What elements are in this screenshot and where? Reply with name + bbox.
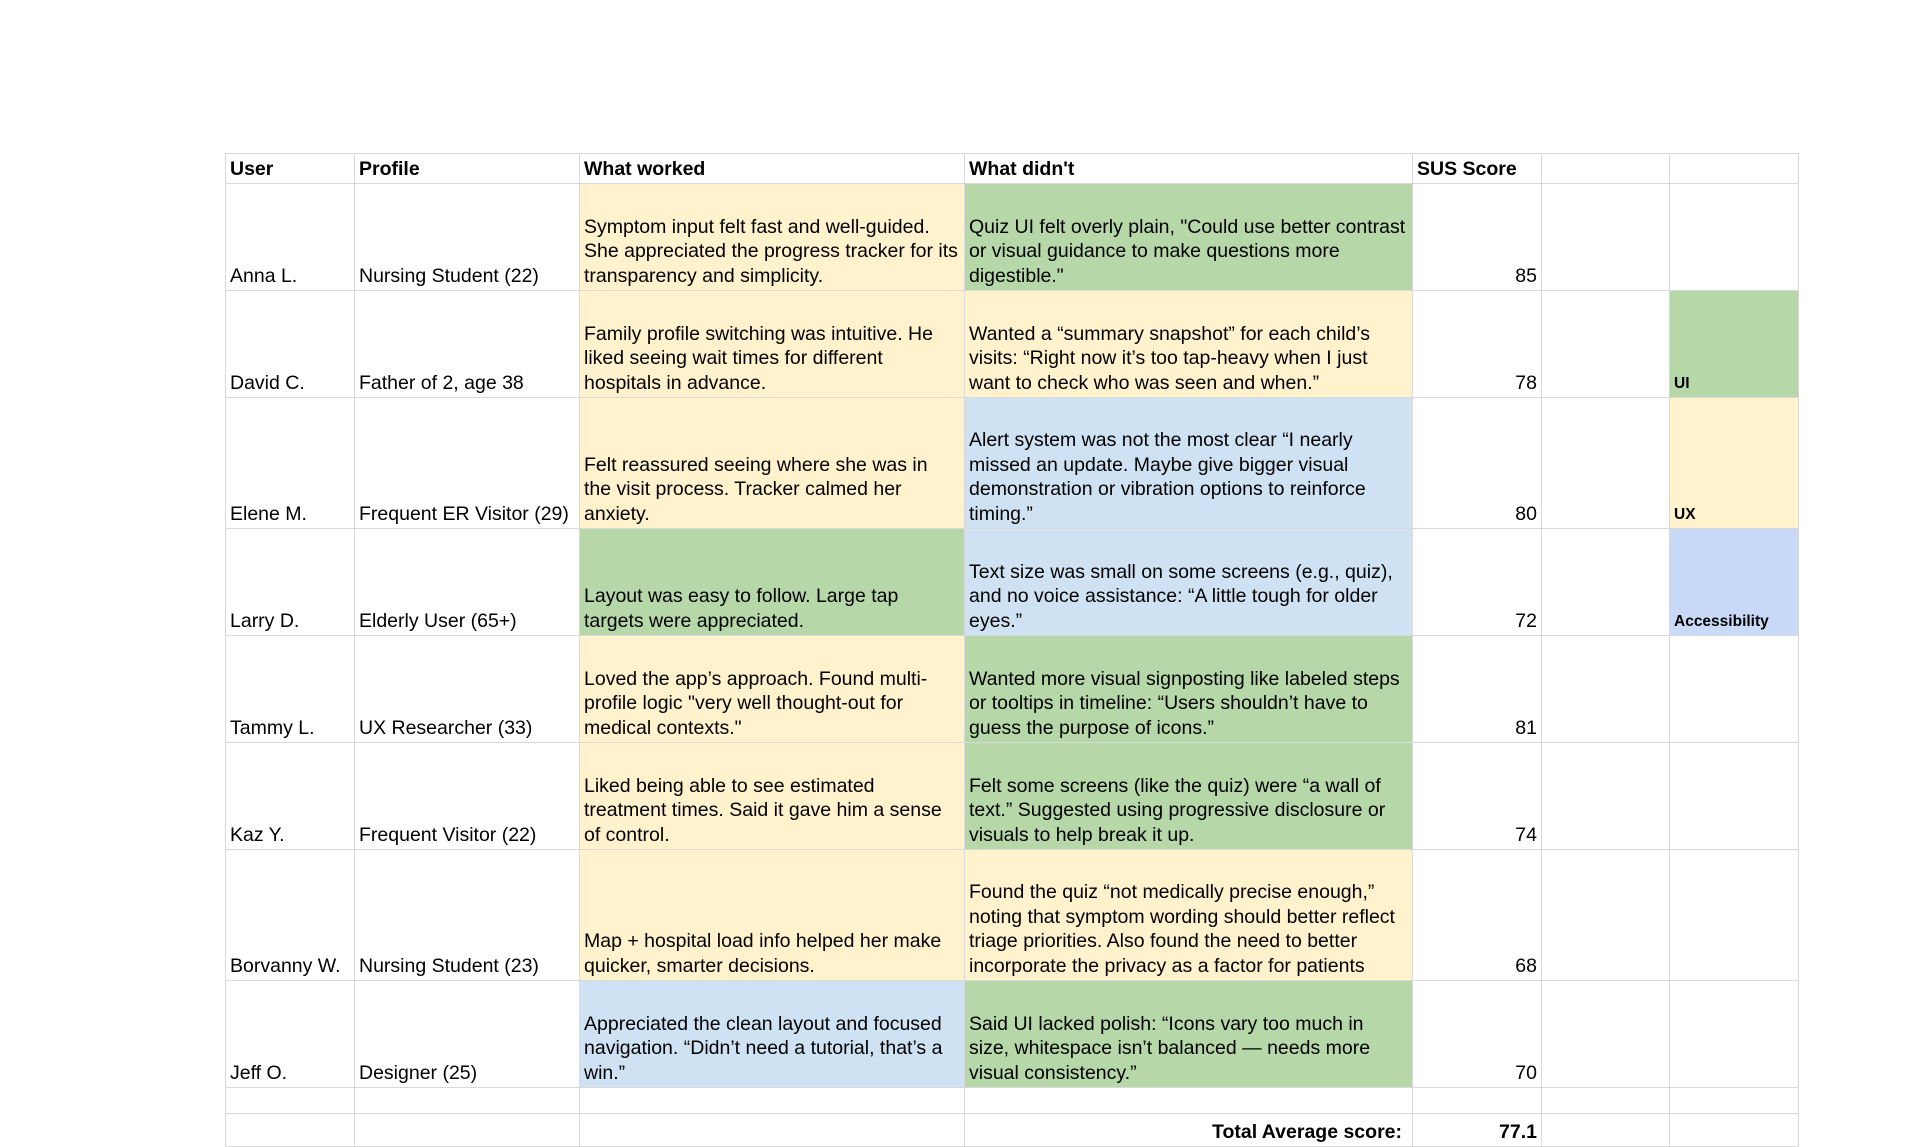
empty-cell[interactable] <box>355 1088 580 1114</box>
empty-cell[interactable] <box>1542 1114 1670 1147</box>
what-didnt-cell[interactable]: Said UI lacked polish: “Icons vary too much in size, whitespace isn’t balanced — needs more visual consistency.” <box>965 981 1413 1088</box>
header-profile[interactable]: Profile <box>355 154 580 184</box>
empty-cell[interactable] <box>1542 154 1670 184</box>
empty-cell[interactable] <box>1542 850 1670 981</box>
empty-cell[interactable] <box>355 1114 580 1147</box>
table-row <box>226 743 1799 850</box>
user-cell[interactable]: Tammy L. <box>226 636 355 743</box>
empty-cell[interactable] <box>1542 981 1670 1088</box>
profile-cell[interactable]: Nursing Student (23) <box>355 850 580 981</box>
what-didnt-cell[interactable]: Text size was small on some screens (e.g., quiz), and no voice assistance: “A little tough for older eyes.” <box>965 529 1413 636</box>
profile-cell[interactable]: UX Researcher (33) <box>355 636 580 743</box>
empty-cell[interactable] <box>1670 636 1799 743</box>
empty-cell[interactable] <box>1670 1114 1799 1147</box>
empty-cell[interactable] <box>1670 154 1799 184</box>
what-didnt-cell[interactable]: Wanted more visual signposting like labeled steps or tooltips in timeline: “Users shouldn’t have to guess the purpose of icons.” <box>965 636 1413 743</box>
table-row <box>226 184 1799 291</box>
table-row <box>226 398 1799 529</box>
empty-cell[interactable] <box>1670 184 1799 291</box>
profile-cell[interactable]: Nursing Student (22) <box>355 184 580 291</box>
empty-cell[interactable] <box>1542 636 1670 743</box>
what-didnt-cell[interactable]: Found the quiz “not medically precise enough,” noting that symptom wording should better reflect triage priorities. Also found the need to better incorporate the privacy as a factor for patients <box>965 850 1413 981</box>
legend-ui[interactable]: UI <box>1670 291 1799 398</box>
what-worked-cell[interactable]: Felt reassured seeing where she was in the visit process. Tracker calmed her anxiety. <box>580 398 965 529</box>
empty-cell[interactable] <box>580 1114 965 1147</box>
blank-row <box>226 1088 1799 1114</box>
header-sus-score[interactable]: SUS Score <box>1413 154 1542 184</box>
what-worked-cell[interactable]: Layout was easy to follow. Large tap targets were appreciated. <box>580 529 965 636</box>
what-worked-cell[interactable]: Map + hospital load info helped her make quicker, smarter decisions. <box>580 850 965 981</box>
what-worked-cell[interactable]: Symptom input felt fast and well-guided. She appreciated the progress tracker for its transparency and simplicity. <box>580 184 965 291</box>
profile-cell[interactable]: Elderly User (65+) <box>355 529 580 636</box>
user-cell[interactable]: David C. <box>226 291 355 398</box>
what-didnt-cell[interactable]: Felt some screens (like the quiz) were “a wall of text.” Suggested using progressive disclosure or visuals to help break it up. <box>965 743 1413 850</box>
sus-score-cell[interactable]: 85 <box>1413 184 1542 291</box>
user-cell[interactable]: Jeff O. <box>226 981 355 1088</box>
user-cell[interactable]: Elene M. <box>226 398 355 529</box>
empty-cell[interactable] <box>226 1088 355 1114</box>
empty-cell[interactable] <box>1542 1088 1670 1114</box>
table-row <box>226 850 1799 981</box>
empty-cell[interactable] <box>1542 398 1670 529</box>
sus-score-cell[interactable]: 74 <box>1413 743 1542 850</box>
header-what-didnt[interactable]: What didn't <box>965 154 1413 184</box>
header-what-worked[interactable]: What worked <box>580 154 965 184</box>
header-row <box>226 154 1799 184</box>
profile-cell[interactable]: Designer (25) <box>355 981 580 1088</box>
empty-cell[interactable] <box>1542 529 1670 636</box>
empty-cell[interactable] <box>965 1088 1413 1114</box>
legend-ux[interactable]: UX <box>1670 398 1799 529</box>
table-row <box>226 529 1799 636</box>
total-average-label[interactable]: Total Average score: <box>965 1114 1413 1147</box>
what-worked-cell[interactable]: Liked being able to see estimated treatment times. Said it gave him a sense of control. <box>580 743 965 850</box>
total-row <box>226 1114 1799 1147</box>
sus-score-cell[interactable]: 80 <box>1413 398 1542 529</box>
legend-accessibility[interactable]: Accessibility <box>1670 529 1799 636</box>
sus-score-cell[interactable]: 70 <box>1413 981 1542 1088</box>
sus-score-cell[interactable]: 78 <box>1413 291 1542 398</box>
what-worked-cell[interactable]: Loved the app’s approach. Found multi-profile logic "very well thought-out for medical contexts." <box>580 636 965 743</box>
what-didnt-cell[interactable]: Alert system was not the most clear “I nearly missed an update. Maybe give bigger visual demonstration or vibration options to reinforce timing.” <box>965 398 1413 529</box>
table-row <box>226 291 1799 398</box>
total-average-value[interactable]: 77.1 <box>1413 1114 1542 1147</box>
empty-cell[interactable] <box>1542 184 1670 291</box>
sus-score-cell[interactable]: 72 <box>1413 529 1542 636</box>
empty-cell[interactable] <box>1670 981 1799 1088</box>
sus-score-cell[interactable]: 81 <box>1413 636 1542 743</box>
what-didnt-cell[interactable]: Quiz UI felt overly plain, "Could use better contrast or visual guidance to make questions more digestible." <box>965 184 1413 291</box>
user-cell[interactable]: Anna L. <box>226 184 355 291</box>
empty-cell[interactable] <box>1670 850 1799 981</box>
empty-cell[interactable] <box>226 1114 355 1147</box>
what-worked-cell[interactable]: Family profile switching was intuitive. He liked seeing wait times for different hospitals in advance. <box>580 291 965 398</box>
feedback-table <box>225 153 1799 1147</box>
user-cell[interactable]: Borvanny W. <box>226 850 355 981</box>
table-row <box>226 636 1799 743</box>
what-didnt-cell[interactable]: Wanted a “summary snapshot” for each child’s visits: “Right now it’s too tap-heavy when I just want to check who was seen and when.” <box>965 291 1413 398</box>
empty-cell[interactable] <box>1542 291 1670 398</box>
header-user[interactable]: User <box>226 154 355 184</box>
empty-cell[interactable] <box>580 1088 965 1114</box>
profile-cell[interactable]: Frequent Visitor (22) <box>355 743 580 850</box>
empty-cell[interactable] <box>1542 743 1670 850</box>
profile-cell[interactable]: Father of 2, age 38 <box>355 291 580 398</box>
empty-cell[interactable] <box>1670 1088 1799 1114</box>
empty-cell[interactable] <box>1413 1088 1542 1114</box>
user-cell[interactable]: Larry D. <box>226 529 355 636</box>
profile-cell[interactable]: Frequent ER Visitor (29) <box>355 398 580 529</box>
sus-score-cell[interactable]: 68 <box>1413 850 1542 981</box>
what-worked-cell[interactable]: Appreciated the clean layout and focused navigation. “Didn’t need a tutorial, that’s a win.” <box>580 981 965 1088</box>
user-cell[interactable]: Kaz Y. <box>226 743 355 850</box>
empty-cell[interactable] <box>1670 743 1799 850</box>
table-row <box>226 981 1799 1088</box>
